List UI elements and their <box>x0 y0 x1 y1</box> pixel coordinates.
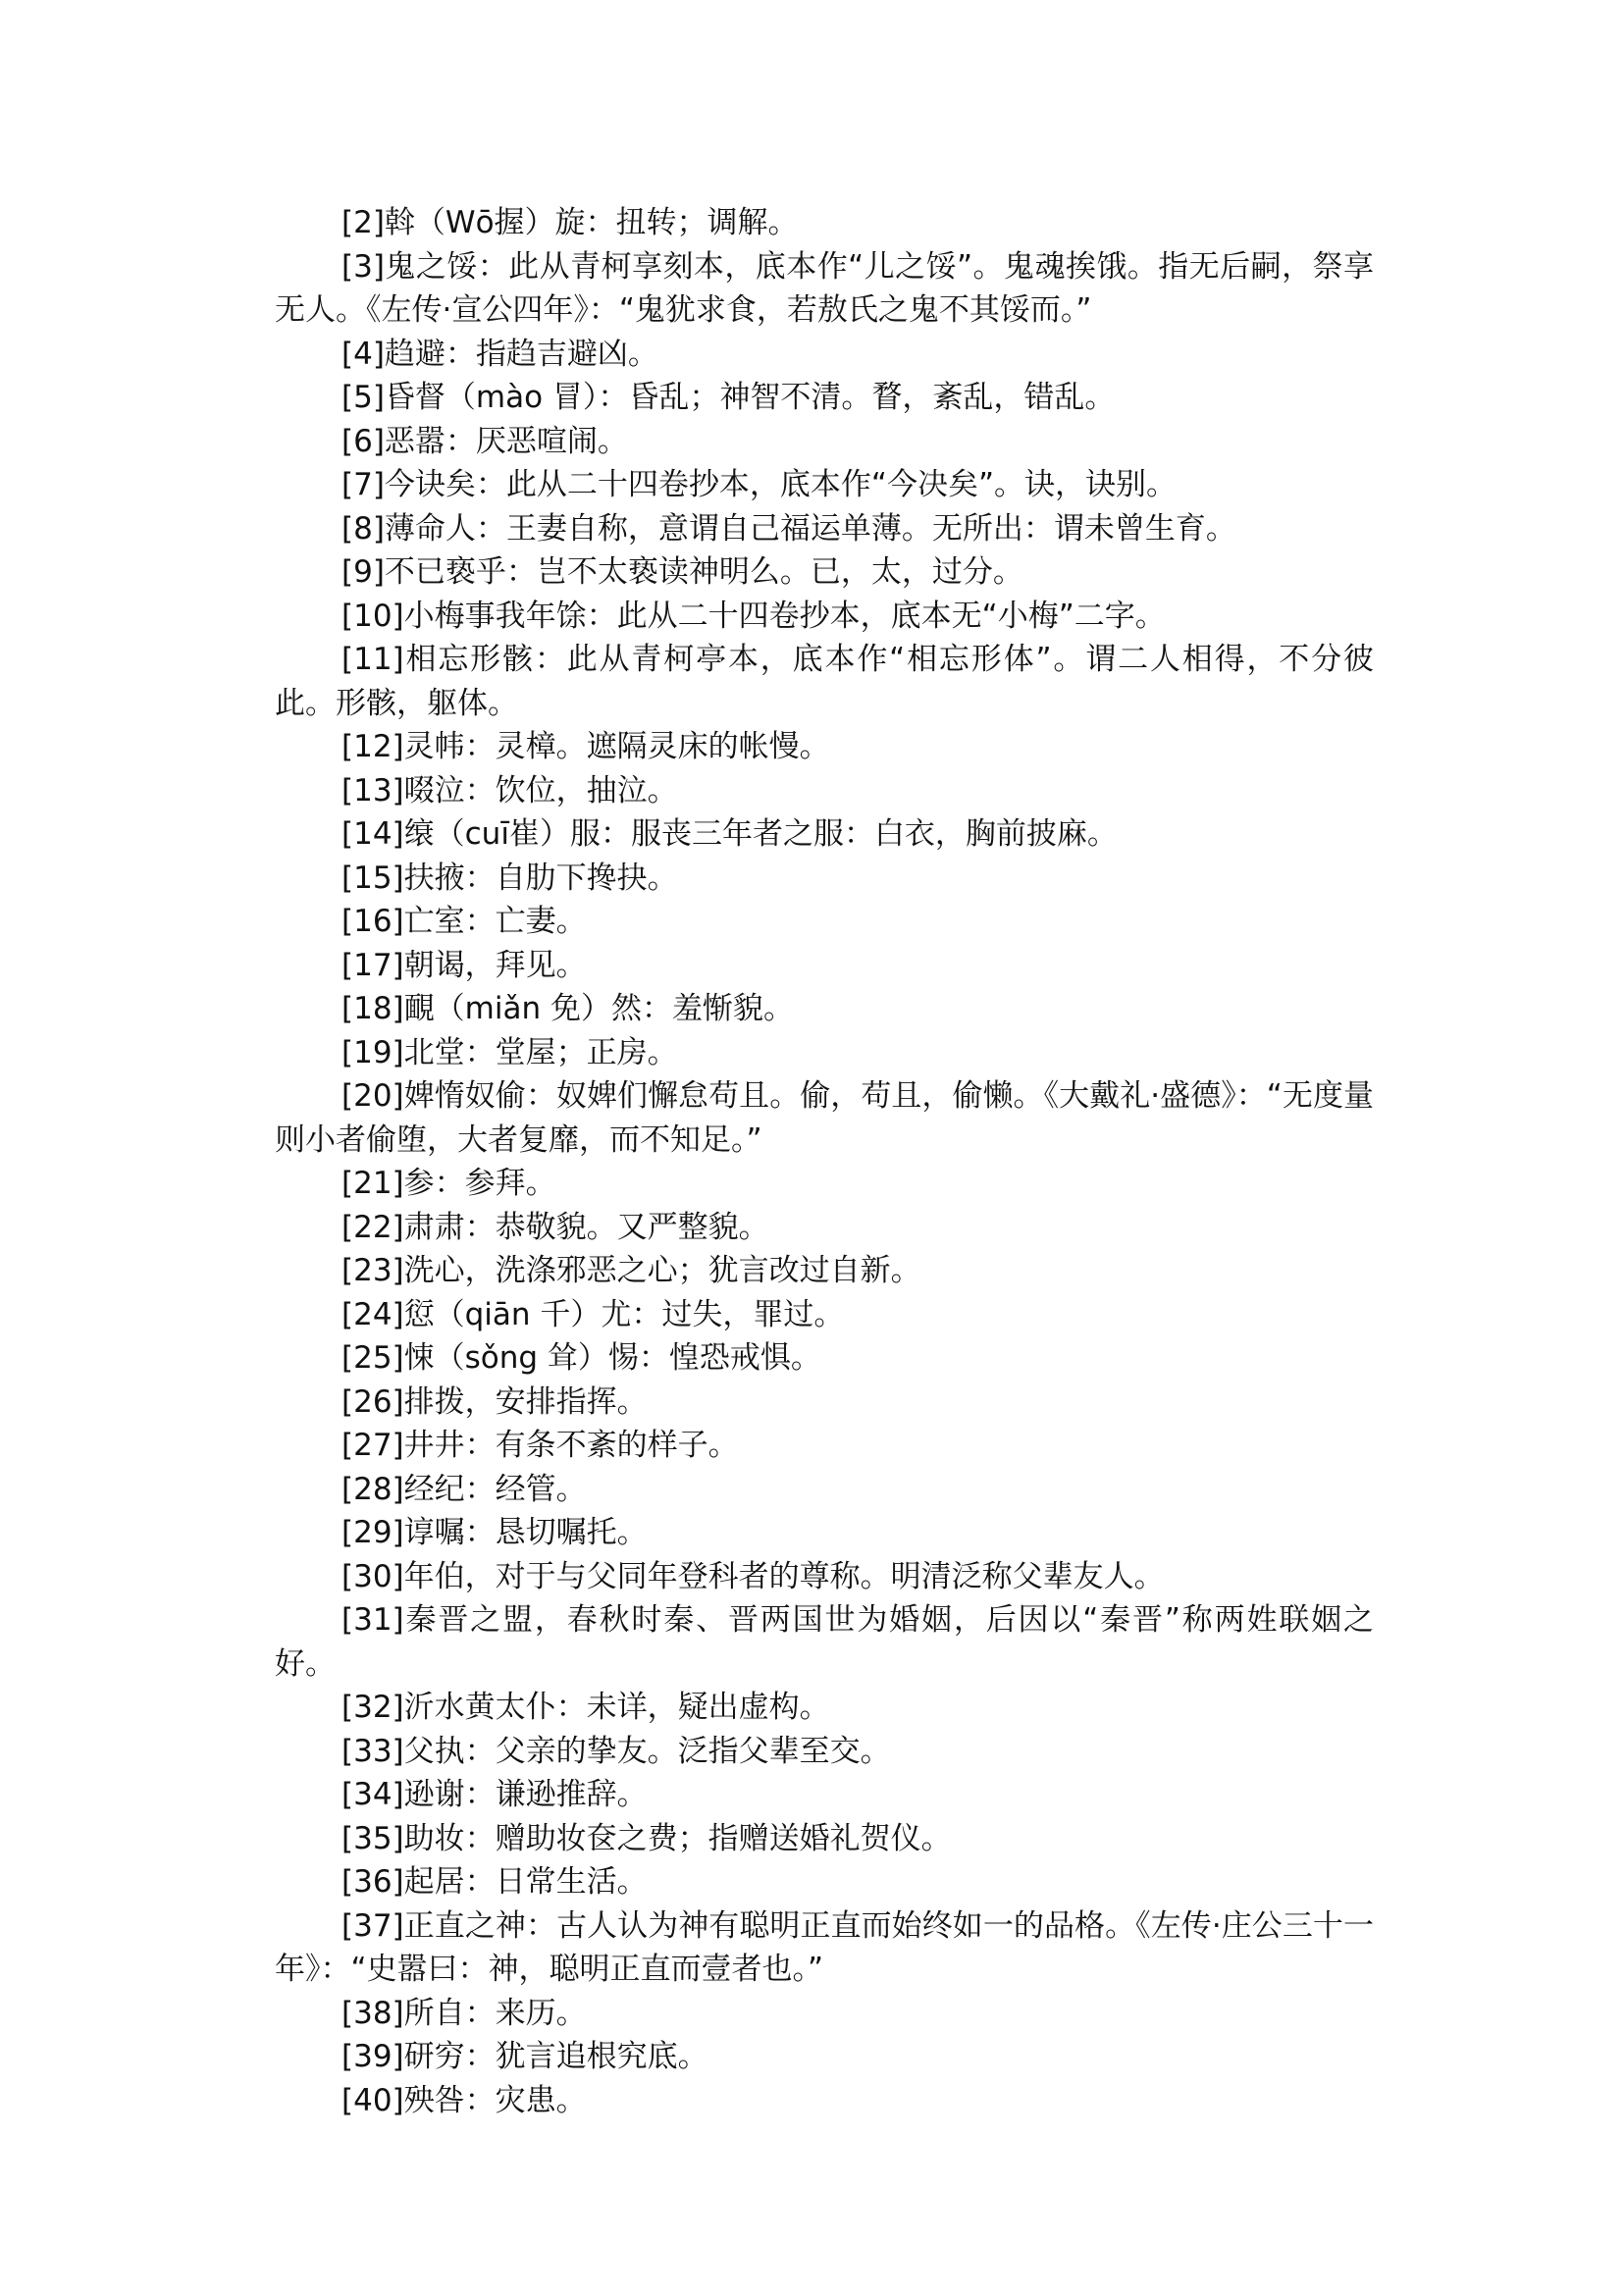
annotation-page <box>275 201 1374 2122</box>
note-28: [28]经纪：经管。 <box>341 1471 587 1507</box>
note-19: [19]北堂：堂屋；正房。 <box>341 1034 678 1070</box>
note-32: [32]沂水黄太仆：未详，疑出虚构。 <box>341 1690 830 1725</box>
note-30: [30]年伯，对于与父同年登科者的尊称。明清泛称父辈友人。 <box>341 1558 1165 1594</box>
note-36: [36]起居：日常生活。 <box>341 1864 648 1900</box>
note-23: [23]洗心，洗涤邪恶之心；犹言改过自新。 <box>341 1253 921 1288</box>
note-29: [29]谆嘱：恳切嘱托。 <box>341 1515 648 1550</box>
note-6: [6]恶嚣：厌恶喧闹。 <box>341 423 628 459</box>
note-31: [31]秦晋之盟，春秋时秦、晋两国世为婚姻，后因以“秦晋”称两姓联姻之好。 <box>275 1602 1374 1682</box>
note-10: [10]小梅事我年馀：此从二十四卷抄本，底本无“小梅”二字。 <box>341 598 1166 634</box>
note-24: [24]愆（qiān 千）尤：过失，罪过。 <box>341 1296 845 1332</box>
note-3: [3]鬼之馁：此从青柯享刻本，底本作“儿之馁”。鬼魂挨饿。指无后嗣，祭享无人。《左传·宣公四年》：“鬼犹求食，若敖氏之鬼不其馁而。” <box>275 248 1374 328</box>
note-40: [40]殃咎：灾患。 <box>341 2082 587 2118</box>
note-5: [5]昏督（mào 冒）：昏乱；神智不清。瞀，紊乱，错乱。 <box>341 380 1116 415</box>
note-9: [9]不已亵乎：岂不太亵读神明么。已，太，过分。 <box>341 554 1023 590</box>
note-17: [17]朝谒，拜见。 <box>341 947 587 983</box>
note-2: [2]斡（Wō握）旋：扭转；调解。 <box>341 205 799 240</box>
note-27: [27]井井：有条不紊的样子。 <box>341 1428 739 1463</box>
note-4: [4]趋避：指趋吉避凶。 <box>341 336 658 372</box>
note-33: [33]父执：父亲的挚友。泛指父辈至交。 <box>341 1733 891 1769</box>
note-39: [39]研穷：犹言追根究底。 <box>341 2039 708 2074</box>
note-21: [21]参：参拜。 <box>341 1166 556 1201</box>
note-12: [12]灵帏：灵樟。遮隔灵床的帐慢。 <box>341 729 830 764</box>
note-25: [25]悚（sǒng 耸）惕：惶恐戒惧。 <box>341 1340 821 1376</box>
note-8: [8]薄命人：王妻自称，意谓自己福运单薄。无所出：谓未曾生育。 <box>341 510 1236 547</box>
note-26: [26]排拨，安排指挥。 <box>341 1383 648 1420</box>
note-15: [15]扶掖：自肋下搀抉。 <box>341 860 678 896</box>
note-37: [37]正直之神：古人认为神有聪明正直而始终如一的品格。《左传·庄公三十一年》：“史嚣曰：神，聪明正直而壹者也。” <box>275 1907 1374 1987</box>
note-11: [11]相忘形骸：此从青柯亭本，底本作“相忘形体”。谓二人相得，不分彼此。形骸，躯体。 <box>275 642 1374 721</box>
note-13: [13]啜泣：饮位，抽泣。 <box>341 772 678 808</box>
note-7: [7]今诀矣：此从二十四卷抄本，底本作“今决矣”。诀，诀别。 <box>341 467 1178 502</box>
note-22: [22]肃肃：恭敬貌。又严整貌。 <box>341 1209 769 1245</box>
note-14: [14]缞（cuī崔）服：服丧三年者之服：白衣，胸前披麻。 <box>341 816 1118 852</box>
note-18: [18]靦（miǎn 免）然：羞惭貌。 <box>341 991 794 1026</box>
note-16: [16]亡室：亡妻。 <box>341 904 587 939</box>
note-35: [35]助妆：赠助妆奁之费；指赠送婚礼贺仪。 <box>341 1820 952 1856</box>
note-34: [34]逊谢：谦逊推辞。 <box>341 1777 648 1812</box>
note-20: [20]婢惰奴偷：奴婢们懈怠苟且。偷，苟且，偷懒。《大戴礼·盛德》：“无度量则小者偷堕，大者复靡，而不知足。” <box>275 1078 1374 1158</box>
note-38: [38]所自：来历。 <box>341 1995 587 2031</box>
